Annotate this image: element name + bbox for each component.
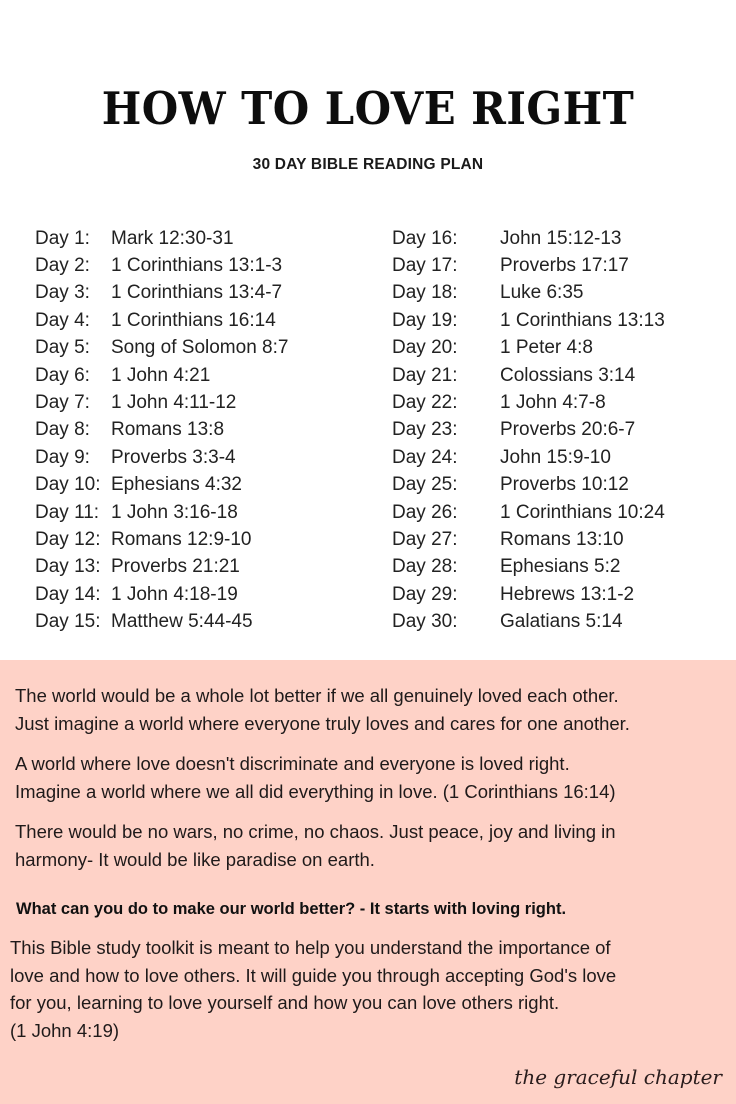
paragraph-4 <box>10 934 616 1044</box>
day-label: Day 3: <box>35 282 90 304</box>
day-label: Day 5: <box>35 337 90 359</box>
reading-ref: 1 Corinthians 13:13 <box>500 309 665 331</box>
reading-ref: 1 Corinthians 13:1-3 <box>111 255 283 277</box>
day-label: Day 8: <box>35 419 90 441</box>
plan-row <box>392 608 665 635</box>
plan-row <box>35 252 288 279</box>
plan-row <box>392 362 665 389</box>
plan-row <box>392 252 665 279</box>
page-subtitle: 30 DAY BIBLE READING PLAN <box>252 156 484 173</box>
plan-row <box>35 417 288 444</box>
reading-ref: Colossians 3:14 <box>500 364 636 386</box>
day-label: Day 4: <box>35 309 90 331</box>
plan-row <box>35 472 288 499</box>
plan-row <box>392 389 665 416</box>
plan-row <box>35 389 288 416</box>
reading-ref: John 15:12-13 <box>500 227 622 249</box>
reading-ref: 1 John 4:7-8 <box>500 392 606 414</box>
paragraph-line: (1 John 4:19) <box>10 1019 120 1041</box>
day-label: Day 25: <box>392 474 458 496</box>
paragraph-line: harmony- It would be like paradise on earth. <box>15 848 375 870</box>
day-label: Day 22: <box>392 392 458 414</box>
reading-ref: John 15:9-10 <box>500 446 611 468</box>
plan-row <box>35 554 288 581</box>
paragraph-2 <box>15 750 616 805</box>
plan-row <box>392 581 665 608</box>
brand-signature: the graceful chapter <box>514 1065 722 1089</box>
plan-row <box>392 499 665 526</box>
reading-ref: Proverbs 3:3-4 <box>111 446 236 468</box>
reading-ref: Romans 12:9-10 <box>111 528 252 550</box>
reading-ref: 1 Corinthians 13:4-7 <box>111 282 283 304</box>
plan-row <box>392 280 665 307</box>
plan-row <box>392 554 665 581</box>
day-label: Day 12: <box>35 528 101 550</box>
day-label: Day 26: <box>392 501 458 523</box>
reading-ref: Proverbs 21:21 <box>111 556 240 578</box>
day-label: Day 17: <box>392 255 458 277</box>
plan-row <box>35 608 288 635</box>
plan-row <box>35 362 288 389</box>
paragraph-line: A world where love doesn't discriminate and everyone is loved right. <box>15 753 570 774</box>
day-label: Day 30: <box>392 611 458 633</box>
call-to-action-question: What can you do to make our world better? - It starts with loving right. <box>16 900 567 918</box>
day-label: Day 7: <box>35 392 90 414</box>
day-label: Day 28: <box>392 556 458 578</box>
plan-row <box>35 444 288 471</box>
day-label: Day 18: <box>392 282 458 304</box>
reading-plan-left-column <box>35 225 288 636</box>
paragraph-line: for you, learning to love yourself and how you can love others right. <box>10 992 560 1013</box>
plan-row <box>392 307 665 334</box>
reading-ref: 1 John 4:11-12 <box>111 392 237 414</box>
paragraph-line: Just imagine a world where everyone truly loves and cares for one another. <box>15 712 630 734</box>
reading-ref: Ephesians 4:32 <box>111 474 242 496</box>
day-label: Day 20: <box>392 337 458 359</box>
plan-row <box>35 526 288 553</box>
paragraph-line: The world would be a whole lot better if we all genuinely loved each other. <box>15 685 619 706</box>
plan-row <box>392 526 665 553</box>
reading-ref: Mark 12:30-31 <box>111 227 234 249</box>
reading-ref: Proverbs 20:6-7 <box>500 419 636 441</box>
plan-row <box>35 280 288 307</box>
day-label: Day 13: <box>35 556 101 578</box>
reading-ref: Luke 6:35 <box>500 282 584 304</box>
plan-row <box>392 225 665 252</box>
paragraph-1 <box>15 682 630 737</box>
paragraph-line: There would be no wars, no crime, no chaos. Just peace, joy and living in <box>15 821 616 842</box>
paragraph-3 <box>15 818 616 873</box>
day-label: Day 21: <box>392 364 458 386</box>
reading-ref: 1 Corinthians 16:14 <box>111 309 276 331</box>
paragraph-line: This Bible study toolkit is meant to help you understand the importance of <box>10 937 611 958</box>
day-label: Day 2: <box>35 255 90 277</box>
day-label: Day 1: <box>35 227 90 249</box>
plan-row <box>392 472 665 499</box>
day-label: Day 6: <box>35 364 90 386</box>
plan-row <box>35 335 288 362</box>
day-label: Day 16: <box>392 227 458 249</box>
reading-ref: Proverbs 10:12 <box>500 474 629 496</box>
plan-row <box>392 444 665 471</box>
reading-ref: 1 Corinthians 10:24 <box>500 501 665 523</box>
plan-row <box>392 417 665 444</box>
plan-row <box>35 225 288 252</box>
reading-ref: Matthew 5:44-45 <box>111 611 253 633</box>
reading-ref: Romans 13:8 <box>111 419 225 441</box>
plan-row <box>35 307 288 334</box>
plan-row <box>392 335 665 362</box>
day-label: Day 15: <box>35 611 101 633</box>
reading-ref: 1 John 4:18-19 <box>111 583 238 605</box>
reading-ref: 1 Peter 4:8 <box>500 337 593 359</box>
day-label: Day 10: <box>35 474 101 496</box>
reading-ref: Ephesians 5:2 <box>500 556 621 578</box>
reading-ref: Proverbs 17:17 <box>500 255 629 277</box>
reading-ref: 1 John 3:16-18 <box>111 501 238 523</box>
plan-row <box>35 499 288 526</box>
reading-plan-right-column <box>392 225 665 636</box>
day-label: Day 29: <box>392 583 458 605</box>
day-label: Day 24: <box>392 446 458 468</box>
page-title: HOW TO LOVE RIGHT <box>101 82 635 135</box>
reading-ref: 1 John 4:21 <box>111 364 211 386</box>
day-label: Day 11: <box>35 501 100 523</box>
day-label: Day 23: <box>392 419 458 441</box>
day-label: Day 27: <box>392 528 458 550</box>
reading-ref: Hebrews 13:1-2 <box>500 583 635 605</box>
day-label: Day 9: <box>35 446 90 468</box>
paragraph-line: Imagine a world where we all did everything in love. (1 Corinthians 16:14) <box>15 780 616 802</box>
reading-ref: Song of Solomon 8:7 <box>111 337 289 359</box>
paragraph-line: love and how to love others. It will guide you through accepting God's love <box>10 964 617 986</box>
plan-row <box>35 581 288 608</box>
reading-ref: Romans 13:10 <box>500 528 624 550</box>
day-label: Day 19: <box>392 309 458 331</box>
day-label: Day 14: <box>35 583 101 605</box>
reading-ref: Galatians 5:14 <box>500 611 623 633</box>
